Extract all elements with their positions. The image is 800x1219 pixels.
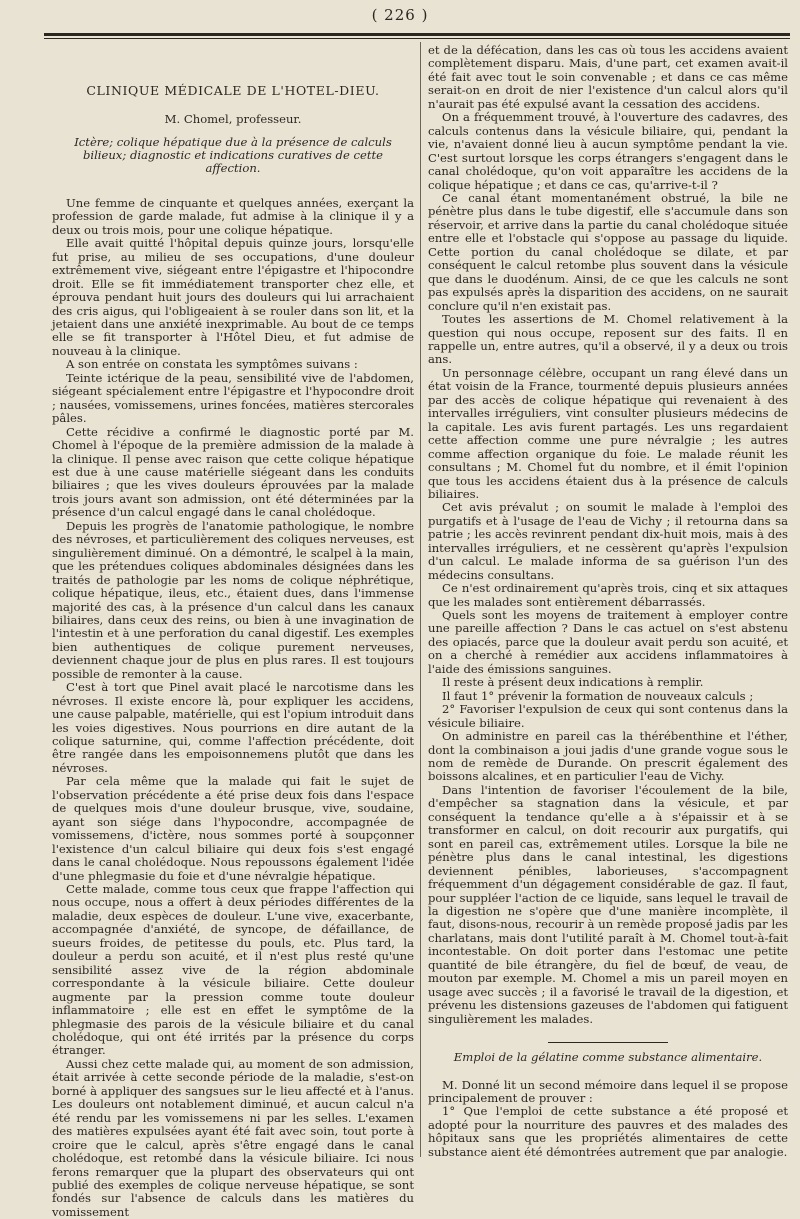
paragraph: Il reste à présent deux indications à remplir. [442, 675, 704, 690]
paragraph: Par cela même que la malade qui fait le sujet de l'observation précédente a été prise deux fois dans l'espace de quelques mois d'une douleur brusque, vive, soudaine, ayant son siége dans l'hypocondre, accompagnée de vomissemens, d'ictère, nous sommes porté à soupçonner l'existence d'un calcul biliaire qui deux fois s'est engagé dans le canal cholédoque. Nous repoussons également l'idée d'une phlegmasie du foie et d'une névralgie hépatique. [52, 774, 414, 883]
paragraph: Cette malade, comme tous ceux que frappe l'affection qui nous occupe, nous a offert à deux périodes différentes de la maladie, deux espèces de douleur. L'une vive, exacerbante, accompagnée d'anxiété, de syncope, de défaillance, de sueurs froides, de petitesse du pouls, etc. Plus tard, la douleur a perdu son acuité, et il n'est plus resté qu'une sensibilité assez vive de la région abdominale correspondante à la vésicule biliaire. Cette douleur augmente par la pression comme toute douleur inflammatoire ; elle est en effet le symptôme de la phlegmasie des parois de la vésicule biliaire et du canal cholédoque, qui ont été irrités par la présence du corps étranger. [52, 882, 414, 1058]
article-professor: M. Chomel, professeur. [164, 112, 302, 127]
paragraph: Teinte ictérique de la peau, sensibilité vive de l'abdomen, siégeant spécialement entre l'épigastre et l'hypocondre droit ; nausées, vomissemens, urines foncées, matières stercorales pâles. [52, 370, 414, 426]
article-title: CLINIQUE MÉDICALE DE L'HOTEL-DIEU. [86, 83, 380, 98]
left-column [52, 44, 414, 1219]
paragraph: Depuis les progrès de l'anatomie pathologique, le nombre des névroses, et particulièrement des coliques nerveuses, est singulièrement diminué. On a démontré, le scalpel à la main, que les prétendues coliques abdominales désignées dans les traités de pathologie par les noms de colique néphrétique, colique hépatique, ileus, etc., étaient dues, dans l'immense majorité des cas, à la présence d'un calcul dans les canaux biliaires, dans ceux des reins, ou bien à une invagination de l'intestin et à une perforation du canal digestif. Les exemples bien authentiques de colique purement nerveuses, deviennent chaque jour de plus en plus rares. Il est toujours possible de remonter à la cause. [52, 518, 414, 681]
paragraph: Aussi chez cette malade qui, au moment de son admission, était arrivée à cette seconde période de la maladie, s'est-on borné à appliquer des sangsues sur le lieu affecté et à l'anus. Les douleurs ont notablement diminué, et aucun calcul n'a été rendu par les vomissemens ni par les selles. L'examen des matières expulsées ayant été fait avec soin, tout porte à croire que le calcul, après s'être engagé dans le canal cholédoque, est retombé dans la vésicule biliaire. Ici nous ferons remarquer que la plupart des observateurs qui ont publié des exemples de colique nerveuse hépatique, se sont fondés sur l'absence de calculs dans les matières du vomissement [52, 1056, 414, 1219]
paragraph: Ce canal étant momentanément obstrué, la bile ne pénètre plus dans le tube digestif, elle s'accumule dans son réservoir, et arrive dans la partie du canal cholédoque située entre elle et l'obstacle qui s'oppose au passage du liquide. Cette portion du canal cholédoque se dilate, et par conséquent le calcul retombe plus souvent dans la vésicule que dans le duodénum. Ainsi, de ce que les calculs ne sont pas expulsés après la disparition des accidens, on ne saurait conclure qu'il n'en existait pas. [428, 190, 788, 313]
paragraph: Ce n'est ordinairement qu'après trois, cinq et six attaques que les malades sont entièrement débarrassés. [428, 581, 788, 609]
paragraph: M. Donné lit un second mémoire dans lequel il se propose principalement de prouver : [428, 1077, 788, 1105]
paragraph: Une femme de cinquante et quelques années, exerçant la profession de garde malade, fut admise à la clinique il y a deux ou trois mois, pour une colique hépatique. [52, 195, 414, 237]
paragraph: A son entrée on constata les symptômes suivans : [66, 357, 358, 372]
paragraph: Toutes les assertions de M. Chomel relativement à la question qui nous occupe, reposent sur des faits. Il en rappelle un, entre autres, qu'il a observé, il y a deux ou trois ans. [428, 312, 788, 367]
paragraph: Quels sont les moyens de traitement à employer contre une pareille affection ? Dans le cas actuel on s'est abstenu des opiacés, parce que la douleur avait perdu son acuité, et on a cherché à remédier aux accidens inflammatoires à l'aide des émissions sanguines. [428, 608, 788, 676]
header-rule-thin [44, 38, 790, 39]
paragraph: Cet avis prévalut ; on soumit le malade à l'emploi des purgatifs et à l'usage de l'eau de Vichy ; il retourna dans sa patrie ; les accès revinrent pendant dix-huit mois, mais à des intervalles irréguliers, et ne cessèrent qu'après l'expulsion d'un calcul. Le malade informa de sa guérison l'un des médecins consultans. [428, 500, 788, 582]
indication-item: Il faut 1° prévenir la formation de nouveaux calculs ; [442, 688, 754, 703]
paragraph: On a fréquemment trouvé, à l'ouverture des cadavres, des calculs contenus dans la vésicule biliaire, qui, pendant la vie, n'avaient donné lieu à aucun symptôme pendant la vie. C'est surtout lorsque les corps étrangers s'engagent dans le canal cholédoque, qu'on voit apparaître les accidens de la colique hépatique ; et dans ce cas, qu'arrive-t-il ? [428, 110, 788, 192]
right-column [428, 43, 788, 1159]
section-rule [548, 1042, 668, 1043]
paragraph: C'est à tort que Pinel avait placé le narcotisme dans les névroses. Il existe encore là, pour expliquer les accidens, une cause palpable, matérielle, qui est l'opium introduit dans les voies digestives. Nous pourrions en dire autant de la colique saturnine, qui, comme l'affection précédente, doit être rangée dans les empoisonnemens plutôt que dans les névroses. [52, 680, 414, 775]
page-number: ( 226 ) [371, 6, 429, 24]
paragraph: et de la défécation, dans les cas où tous les accidens avaient complètement disparu. Mais, d'une part, cet examen avait-il été fait avec tout le soin convenable ; et dans ce cas même serait-on en droit de nier l'existence d'un calcul alors qu'il n'aurait pas été expulsé avant la cessation des accidens. [428, 43, 788, 111]
paragraph: Cette récidive a confirmé le diagnostic porté par M. Chomel à l'époque de la première admission de la malade à la clinique. Il pense avec raison que cette colique hépatique est due à une cause matérielle siégeant dans les conduits biliaires ; que les vives douleurs éprouvées par la malade trois jours avant son admission, ont été déterminées par la présence d'un calcul engagé dans le canal cholédoque. [52, 424, 414, 520]
paragraph: Un personnage célèbre, occupant un rang élevé dans un état voisin de la France, tourmenté depuis plusieurs années par des accès de colique hépatique qui revenaient à des intervalles irréguliers, vint consulter plusieurs médecins de la capitale. Les avis furent partagés. Les uns regardaient cette affection comme une pure névralgie ; les autres comme affection organique du foie. Le malade réunit les consultans ; M. Chomel fut du nombre, et il émit l'opinion que tous les accidens étaient dus à la présence de calculs biliaires. [428, 365, 788, 501]
paragraph: Elle avait quitté l'hôpital depuis quinze jours, lorsqu'elle fut prise, au milieu de ses occupations, d'une douleur extrêmement vive, siégeant entre l'épigastre et l'hipocondre droit. Elle se fit immédiatement transporter chez elle, et éprouva pendant huit jours des douleurs qui lui arrachaient des cris aigus, qui l'obligeaient à se rouler dans son lit, et la jetaient dans une anxiété inexprimable. Au bout de ce temps elle se fit transporter à l'Hôtel Dieu, et fut admise de nouveau à la clinique. [52, 236, 414, 358]
paragraph: Dans l'intention de favoriser l'écoulement de la bile, d'empêcher sa stagnation dans la vésicule, et par conséquent la tendance qu'elle a à s'épaissir et à se transformer en calcul, on doit recourir aux purgatifs, qui sont en pareil cas, extrêmement utiles. Lorsque la bile ne pénètre plus dans le canal intestinal, les digestions deviennent pénibles, laborieuses, s'accompagnent fréquemment d'un dégagement considérable de gaz. Il faut, pour suppléer l'action de ce liquide, sans lequel le travail de la digestion ne s'opère que d'une manière incomplète, il faut, disons-nous, recourir à un remède proposé jadis par les charlatans, mais dont l'utilité paraît à M. Chomel tout-à-fait incontestable. On doit porter dans l'estomac une petite quantité de bile étrangère, du fiel de bœuf, de veau, de mouton par exemple. M. Chomel a mis un pareil moyen en usage avec succès ; il a favorisé le travail de la digestion, et prévenu les distensions gazeuses de l'abdomen qui fatiguent singulièrement les malades. [428, 782, 788, 1026]
paragraph: On administre en pareil cas la thérébenthine et l'éther, dont la combinaison a joui jadis d'une grande vogue sous le nom de remède de Durande. On prescrit également des boissons alcalines, et en particulier l'eau de Vichy. [428, 729, 788, 784]
article-subtitle: Ictère; colique hépatique due à la présence de calculs bilieux; diagnostic et indications curatives de cette affection. [74, 134, 392, 175]
header-rule-thick [44, 33, 790, 36]
section-title: Emploi de la gélatine comme substance alimentaire. [453, 1050, 763, 1065]
column-divider [420, 42, 421, 1157]
indication-item: 2° Favoriser l'expulsion de ceux qui sont contenus dans la vésicule biliaire. [428, 702, 788, 730]
paragraph: 1° Que l'emploi de cette substance a été proposé et adopté pour la nourriture des pauvres et des malades des hôpitaux sans que les propriétés alimentaires de cette substance aient été démontrées autrement que par analogie. [428, 1104, 788, 1159]
